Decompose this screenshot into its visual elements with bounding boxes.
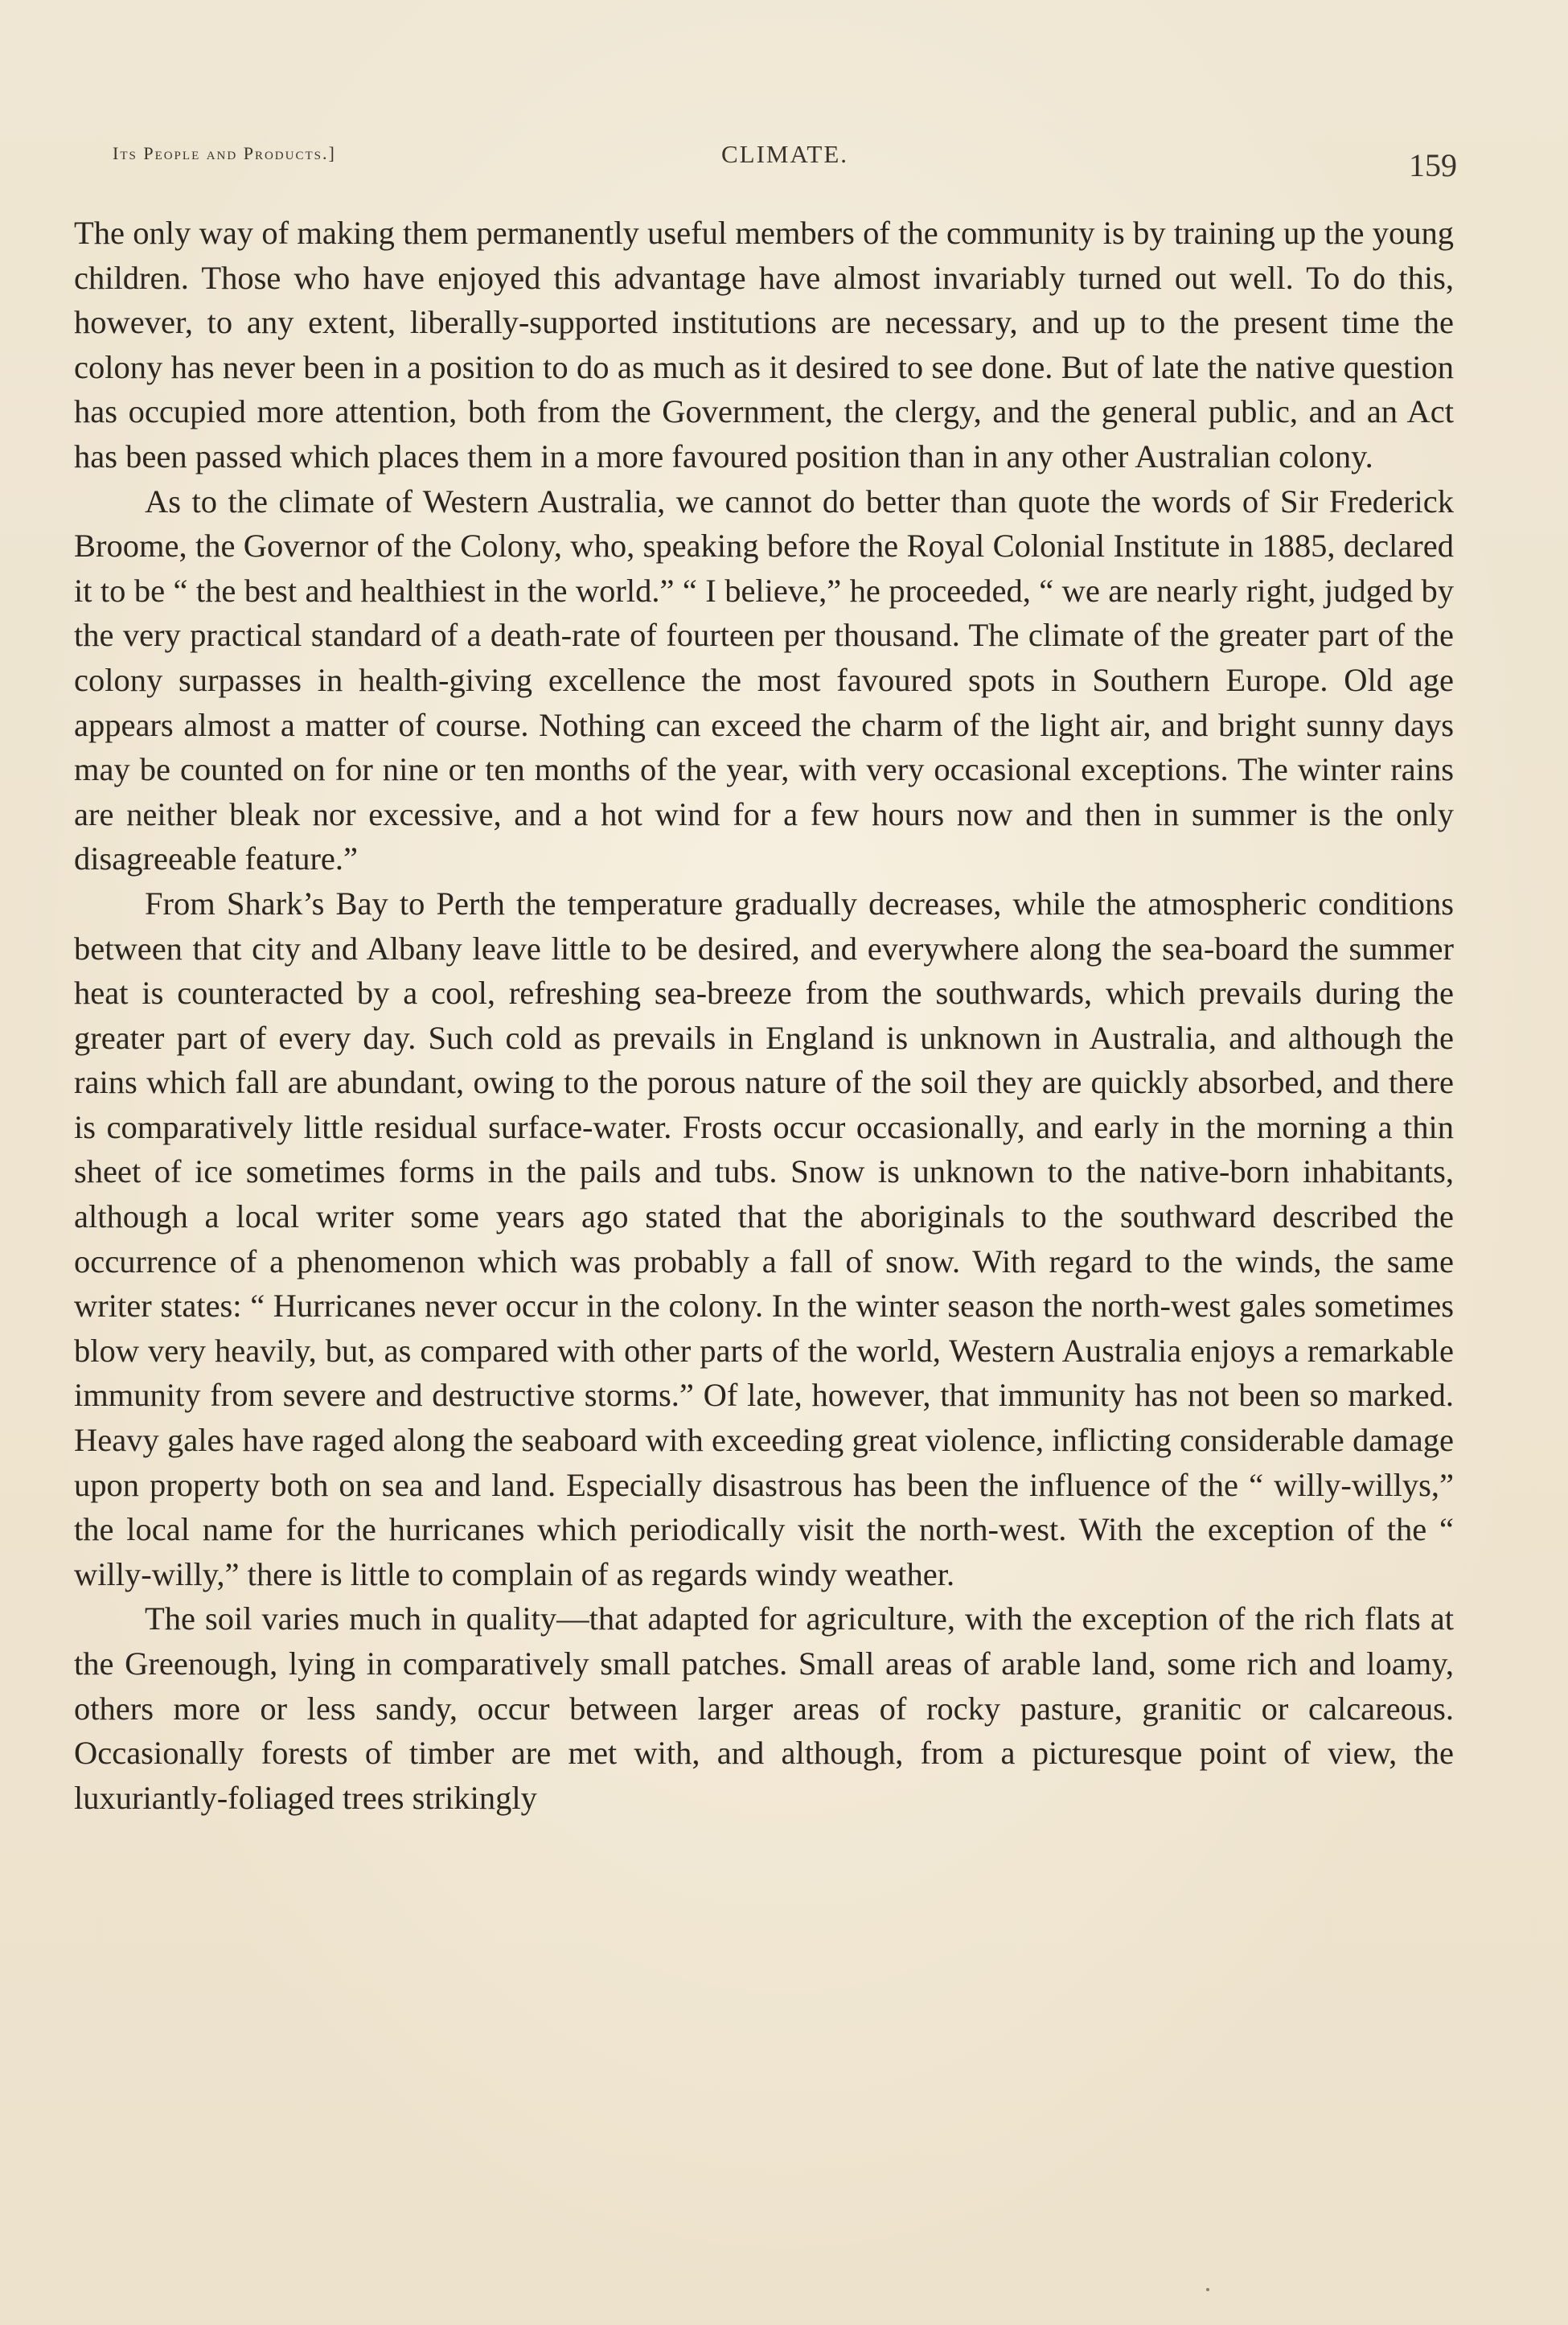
- body-text: [74, 211, 1454, 1820]
- page-number: 159: [1409, 147, 1457, 183]
- paper-speck: [1206, 2288, 1209, 2291]
- running-head-left: Its People and Products.]: [113, 143, 336, 163]
- paragraph-temperature-and-winds: From Shark’s Bay to Perth the temperature gradually decreases, while the atmospheric conditions between that city and Albany leave little to be desired, and everywhere along the sea-board the summer heat is counteracted by a cool, refreshing sea-breeze from the southwards, which prevails during the greater part of every day. Such cold as prevails in England is unknown in Australia, and although the rains which fall are abundant, owing to the porous nature of the soil they are quickly absorbed, and there is comparatively little residual surface-water. Frosts occur occasionally, and early in the morning a thin sheet of ice sometimes forms in the pails and tubs. Snow is unknown to the native-born inhabitants, although a local writer some years ago stated that the aboriginals to the southward described the occurrence of a phenomenon which was probably a fall of snow. With regard to the winds, the same writer states: “ Hurricanes never occur in the colony. In the winter season the north-west gales sometimes blow very heavily, but, as compared with other parts of the world, Western Australia enjoys a remarkable immunity from severe and destructive storms.” Of late, however, that immunity has not been so marked. Heavy gales have raged along the seaboard with exceeding great violence, inflicting considerable damage upon property both on sea and land. Especially disastrous has been the influence of the “ willy-willys,” the local name for the hurricanes which periodically visit the north-west. With the exception of the “ willy-willy,” there is little to complain of as regards windy weather.: [74, 885, 1454, 1592]
- paragraph-soil: The soil varies much in quality—that adapted for agriculture, with the exception of the rich flats at the Greenough, lying in comparatively small patches. Small areas of arable land, some rich and loamy, others more or less sandy, occur between larger areas of rocky pasture, granitic or calcareous. Occasionally forests of timber are met with, and although, from a picturesque point of view, the luxuriantly-foliaged trees strikingly: [74, 1600, 1454, 1816]
- running-head-title: CLIMATE.: [720, 140, 849, 168]
- paragraph-native-question: The only way of making them permanently useful members of the community is by training up the young children. Those who have enjoyed this advantage have almost invariably turned out well. To do this, however, to any extent, liberally-supported institutions are necessary, and up to the present time the colony has never been in a position to do as much as it desired to see done. But of late the native question has occupied more attention, both from the Government, the clergy, and the general public, and an Act has been passed which places them in a more favoured position than in any other Australian colony.: [74, 215, 1454, 474]
- running-header: [113, 138, 1457, 187]
- paragraph-climate: As to the climate of Western Australia, we cannot do better than quote the words of Sir Frederick Broome, the Governor of the Colony, who, speaking before the Royal Colonial Institute in 1885, declared it to be “ the best and healthiest in the world.” “ I believe,” he proceeded, “ we are nearly right, judged by the very practical standard of a death-rate of fourteen per thousand. The climate of the greater part of the colony surpasses in health-giving excellence the most favoured spots in Southern Europe. Old age appears almost a matter of course. Nothing can exceed the charm of the light air, and bright sunny days may be counted on for nine or ten months of the year, with very occasional exceptions. The winter rains are neither bleak nor excessive, and a hot wind for a few hours now and then in summer is the only disagreeable feature.”: [74, 483, 1454, 877]
